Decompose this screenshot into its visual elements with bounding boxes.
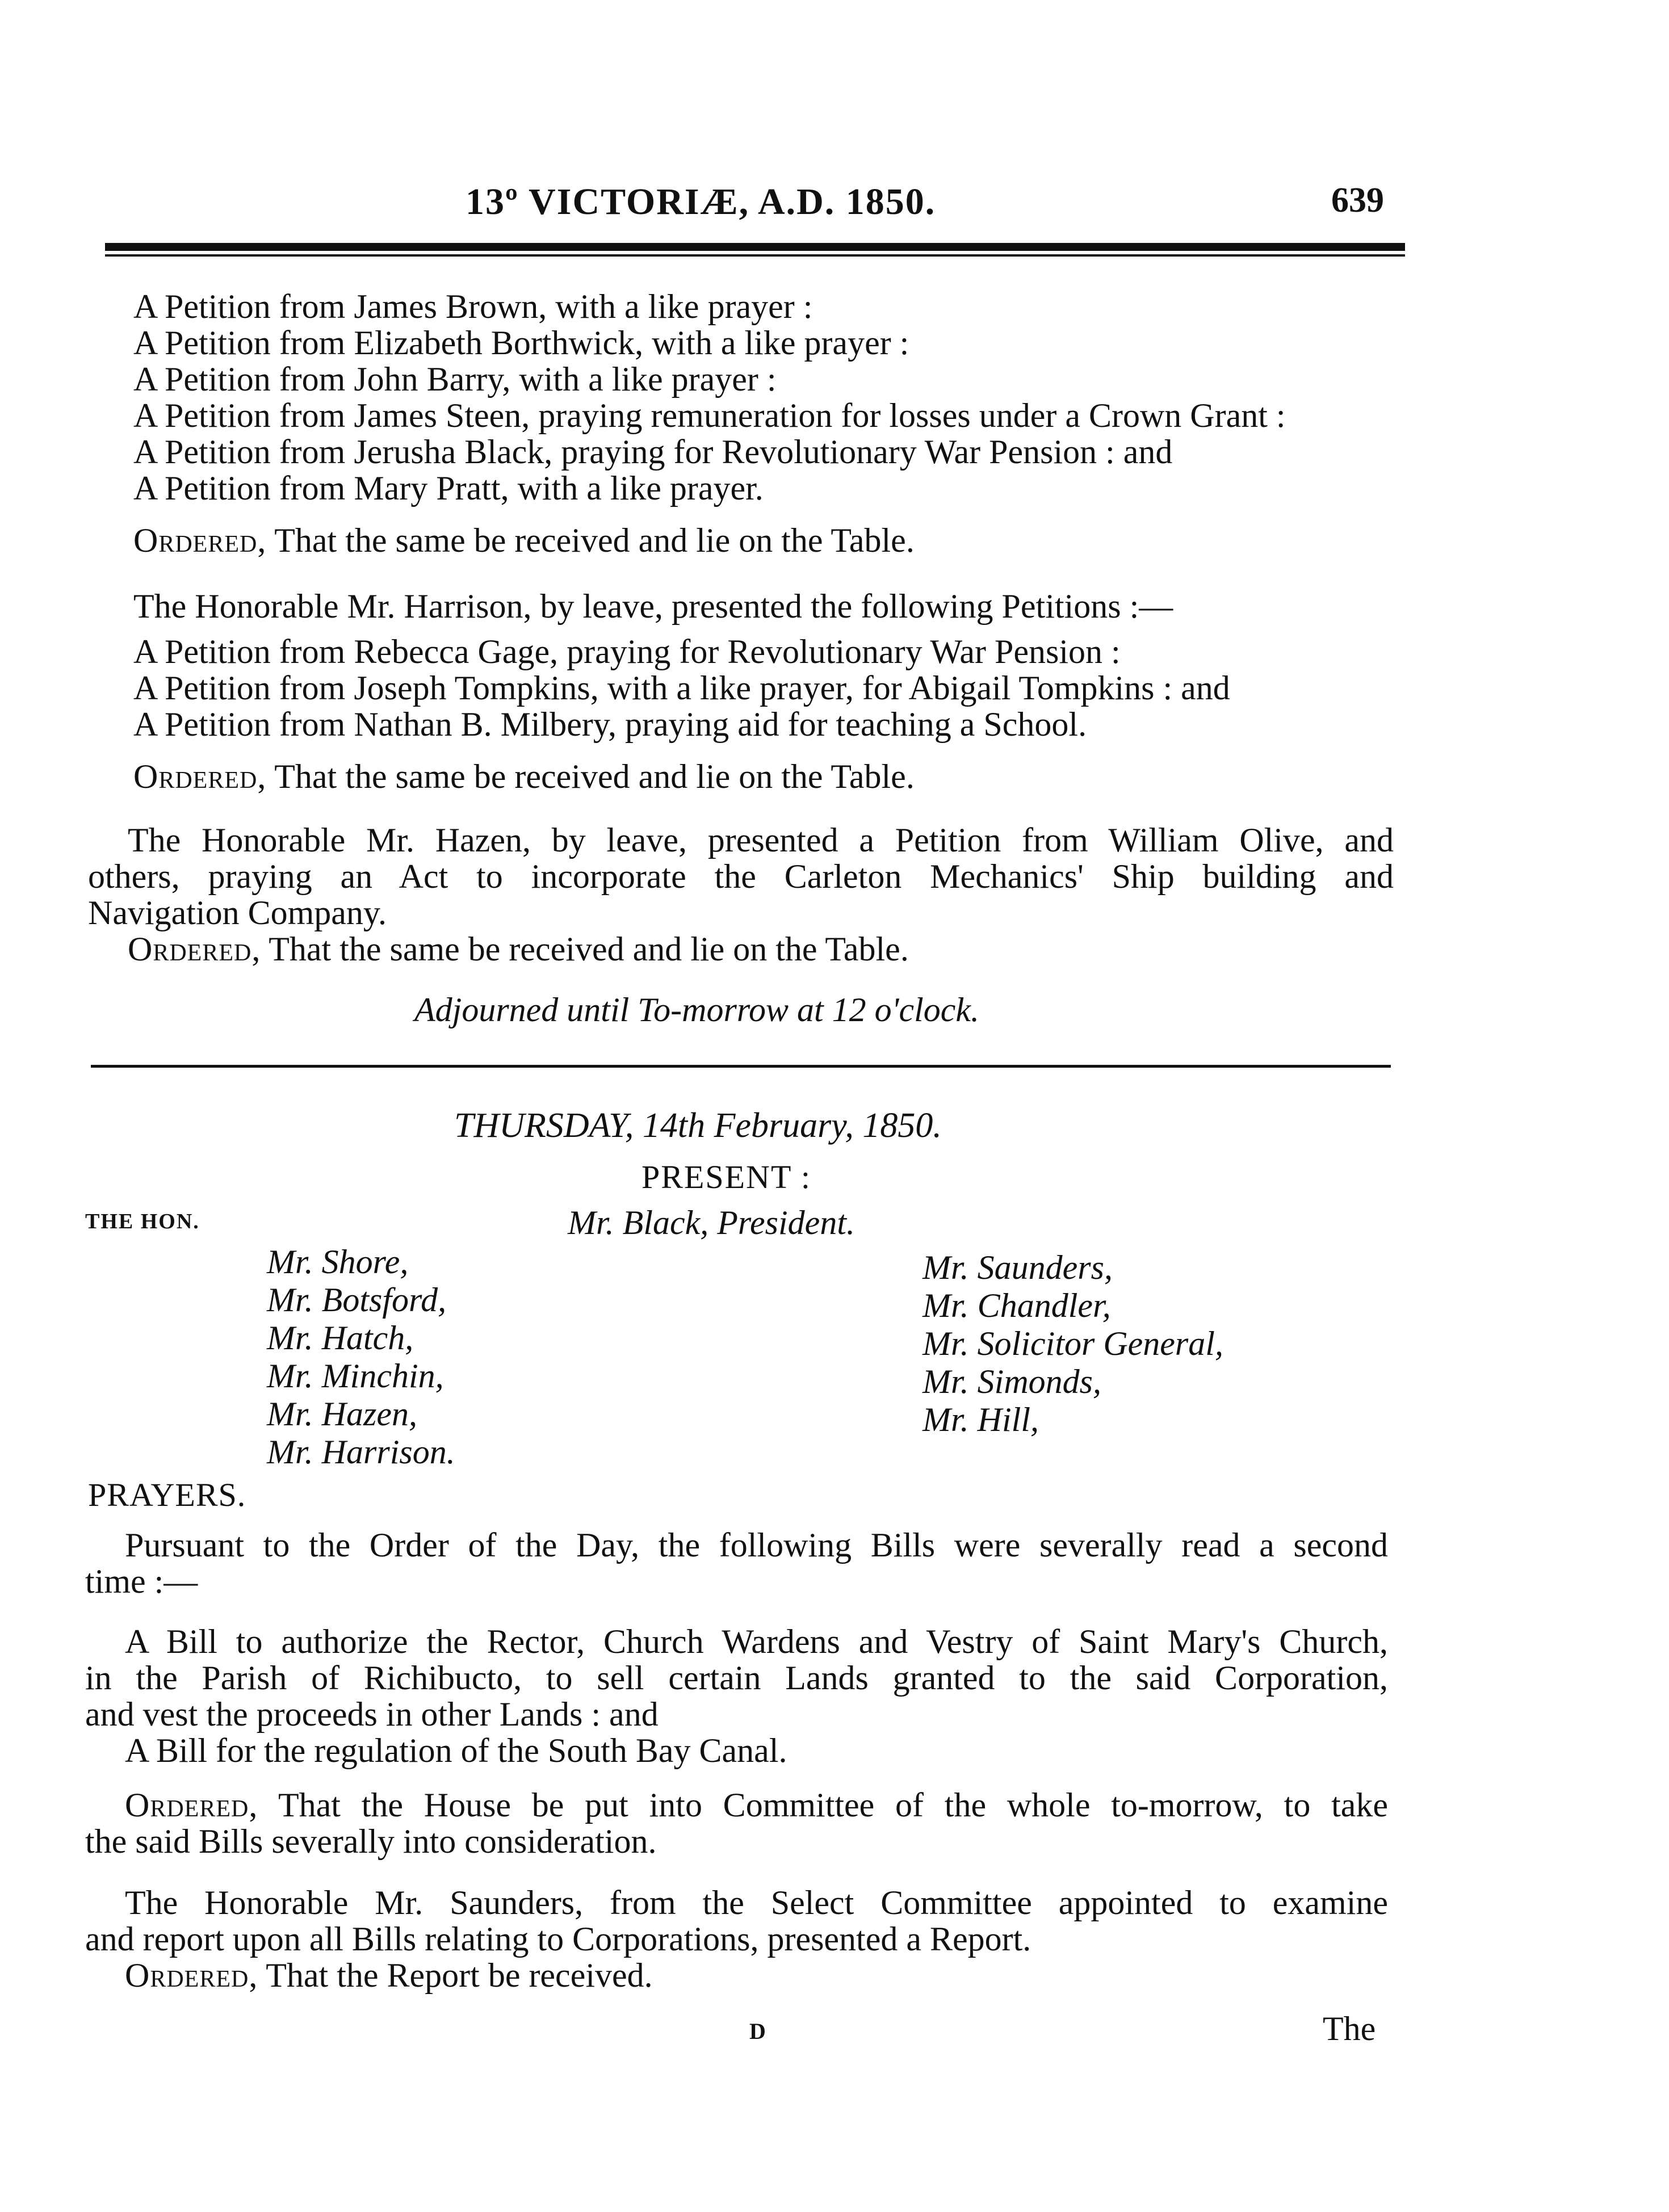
order-text: That the House be put into Committee of the whole to-morrow, to take [278, 1786, 1389, 1824]
petition-line: A Petition from James Brown, with a like prayer : [133, 288, 813, 325]
saunders-paragraph-line: The Honorable Mr. Saunders, from the Select Committee appointed to examine [125, 1884, 1388, 1921]
petition-line: A Petition from Nathan B. Milbery, praying aid for teaching a School. [133, 706, 1087, 743]
member-name: Mr. Solicitor General, [922, 1325, 1223, 1362]
bill-line: in the Parish of Richibucto, to sell certain Lands granted to the said Corporation, [85, 1659, 1388, 1697]
member-name: Mr. Chandler, [922, 1287, 1111, 1324]
petition-line: A Petition from John Barry, with a like prayer : [133, 360, 777, 398]
president-line: Mr. Black, President. [568, 1204, 855, 1241]
order-line [133, 522, 1394, 559]
petition-line: A Petition from Rebecca Gage, praying for Revolutionary War Pension : [133, 633, 1121, 670]
hazen-paragraph-line: Navigation Company. [88, 894, 387, 931]
header-rule [105, 243, 1405, 251]
member-name: Mr. Hatch, [267, 1319, 414, 1357]
order-line [133, 758, 1394, 795]
petition-line: A Petition from James Steen, praying remuneration for losses under a Crown Grant : [133, 397, 1286, 434]
order-text: That the same be received and lie on the Table. [269, 930, 909, 968]
report-order-line [125, 1957, 1385, 1993]
section-rule [91, 1065, 1391, 1068]
running-header: 13º VICTORIÆ, A.D. 1850. [466, 181, 936, 223]
petition-line: A Petition from Joseph Tompkins, with a like prayer, for Abigail Tompkins : and [133, 669, 1230, 707]
catchword: The [1323, 2010, 1376, 2047]
petition-line: A Petition from Elizabeth Borthwick, with a like prayer : [133, 324, 909, 362]
hazen-paragraph-line: others, praying an Act to incorporate the Carleton Mechanics' Ship building and [88, 858, 1394, 895]
order-text: That the Report be received. [266, 1957, 653, 1994]
day-heading: THURSDAY, 14th February, 1850. [454, 1106, 942, 1145]
bill-line: and vest the proceeds in other Lands : and [85, 1695, 659, 1733]
ordered-word: Ordered, [128, 930, 261, 968]
bills-intro-line: Pursuant to the Order of the Day, the following Bills were severally read a second [125, 1526, 1388, 1564]
order-line [128, 931, 1388, 967]
member-name: Mr. Harrison. [267, 1433, 455, 1471]
header-rule-thin [105, 254, 1405, 257]
members-left-column [267, 1243, 455, 1471]
ordered-word: Ordered, [125, 1786, 258, 1824]
adjournment: Adjourned until To-morrow at 12 o'clock. [414, 991, 980, 1029]
present-label: PRESENT : [641, 1159, 811, 1195]
harrison-intro: The Honorable Mr. Harrison, by leave, presented the following Petitions :— [133, 587, 1173, 625]
signature-mark: D [749, 2018, 766, 2044]
committee-order-line [125, 1787, 1388, 1823]
bill-line: A Bill to authorize the Rector, Church Wardens and Vestry of Saint Mary's Church, [125, 1623, 1388, 1660]
member-name: Mr. Shore, [267, 1243, 409, 1281]
ordered-word: Ordered, [133, 758, 267, 795]
bill-line: A Bill for the regulation of the South Bay Canal. [125, 1732, 787, 1769]
saunders-paragraph-line: and report upon all Bills relating to Corporations, presented a Report. [85, 1920, 1031, 1958]
ordered-word: Ordered, [125, 1957, 258, 1994]
member-name: Mr. Hill, [922, 1401, 1039, 1438]
members-right-column [922, 1249, 1223, 1439]
ordered-word: Ordered, [133, 522, 267, 559]
member-name: Mr. Hazen, [267, 1395, 417, 1433]
page-number: 639 [1331, 181, 1384, 220]
the-hon-label: THE HON. [85, 1210, 200, 1233]
member-name: Mr. Saunders, [922, 1249, 1113, 1286]
member-name: Mr. Minchin, [267, 1357, 444, 1395]
committee-order-line: the said Bills severally into consideration. [85, 1823, 657, 1860]
member-name: Mr. Botsford, [267, 1281, 447, 1319]
member-name: Mr. Simonds, [922, 1363, 1102, 1400]
petition-line: A Petition from Mary Pratt, with a like prayer. [133, 469, 764, 507]
petition-line: A Petition from Jerusha Black, praying for Revolutionary War Pension : and [133, 433, 1173, 471]
hazen-paragraph-line: The Honorable Mr. Hazen, by leave, presented a Petition from William Olive, and [128, 821, 1394, 859]
order-text: That the same be received and lie on the Table. [274, 758, 915, 795]
bills-intro-line: time :— [85, 1563, 198, 1600]
prayers-heading: PRAYERS. [88, 1476, 246, 1513]
order-text: That the same be received and lie on the Table. [274, 522, 915, 559]
